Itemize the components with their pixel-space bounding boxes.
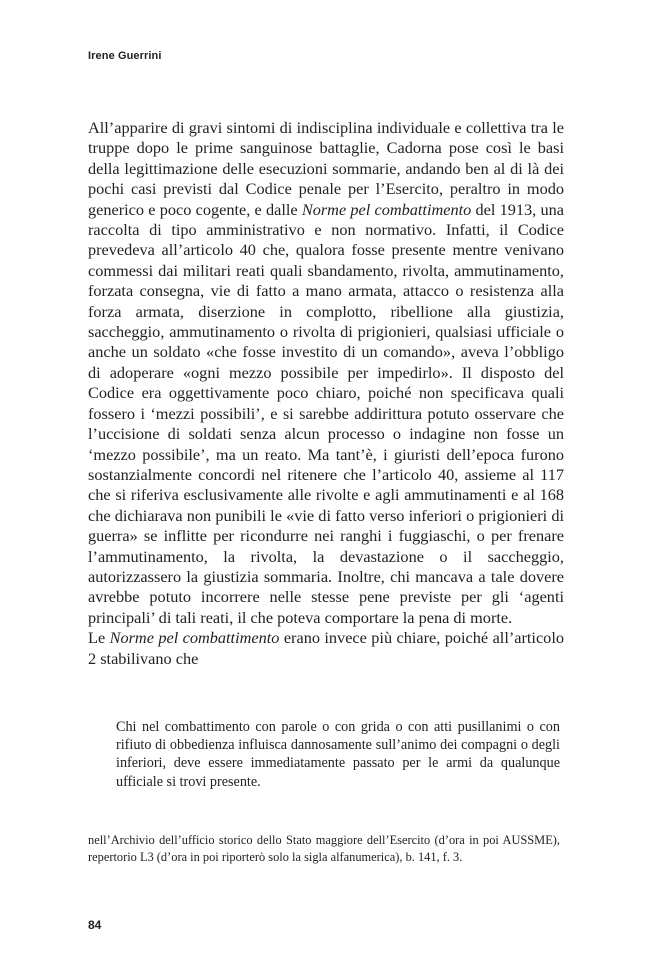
page-number: 84 — [88, 918, 102, 932]
running-header-author: Irene Guerrini — [88, 50, 162, 62]
paragraph-1 — [88, 118, 564, 628]
paragraph-2-text-a: Le — [88, 628, 110, 648]
block-quote: Chi nel combattimento con parole o con grida o con atti pusillanimi o con rifiuto di obbedienza influisca dannosamente sull’animo dei compagni o degli inferiori, deve essere immediatamente passato per le armi da qualunque ufficiale si trovi presente. — [116, 719, 560, 790]
paragraph-2-italic-title: Norme pel combattimento — [109, 628, 280, 648]
paragraph-1-italic-title: Norme pel combattimento — [301, 199, 472, 219]
main-text — [88, 118, 564, 669]
paragraph-1-text-a: All’apparire di gravi sintomi di indisciplina individuale e collettiva tra le truppe dopo le prime sanguinose battaglie, Cadorna pose così le basi della legittimazione delle esecuzioni sommarie, andando ben al di là dei pochi casi previsti dal Codice penale per l’Esercito, peraltro in modo generico e poco cogente, e dalle — [88, 118, 564, 219]
footnote: nell’Archivio dell’ufficio storico dello Stato maggiore dell’Esercito (d’ora in poi AUSSME), repertorio L3 (d’ora in poi riporterò solo la sigla alfanumerica), b. 141, f. 3. — [88, 833, 560, 864]
paragraph-1-text-b: del 1913, una raccolta di tipo amministrativo e non normativo. Infatti, il Codice prevedeva all’articolo 40 che, qualora fosse presente mentre venivano commessi dai militari reati quali sbandamento, rivolta, ammutinamento, forzata consegna, vie di fatto a mano armata, attacco o resistenza alla forza armata, diserzione in complotto, ribellione alla giustizia, saccheggio, ammutinamento o rivolta di prigionieri, qualsiasi ufficiale o anche un soldato «che fosse investito di un comando», aveva l’obbligo di adoperare «ogni mezzo possibile per impedirlo». Il disposto del Codice era oggettivamente poco chiaro, poiché non specificava quali fossero i ‘mezzi possibili’, e si sarebbe addirittura potuto osservare che l’uccisione di soldati senza alcun processo o indagine non fosse un ‘mezzo possibile’, ma un reato. Ma tant’è, i giuristi dell’epoca furono sostanzialmente concordi nel ritenere che l’articolo 40, assieme al 117 che si riferiva esclusivamente alle rivolte e agli ammutinamenti e al 168 che dichiarava non punibili le «vie di fatto verso inferiori o prigionieri di guerra» se inflitte per ricondurre nei ranghi i fuggiaschi, o per frenare l’ammutinamento, la rivolta, la devastazione o il saccheggio, autorizzassero la giustizia sommaria. Inoltre, chi mancava a tale dovere avrebbe potuto incorrere nelle stesse pene previste per gli ‘agenti principali’ di tali reati, il che poteva comportare la pena di morte. — [88, 199, 564, 627]
paragraph-2 — [88, 628, 564, 669]
paragraph-2-text-b: erano invece più chiare, poiché all’articolo 2 stabilivano che — [88, 628, 564, 668]
